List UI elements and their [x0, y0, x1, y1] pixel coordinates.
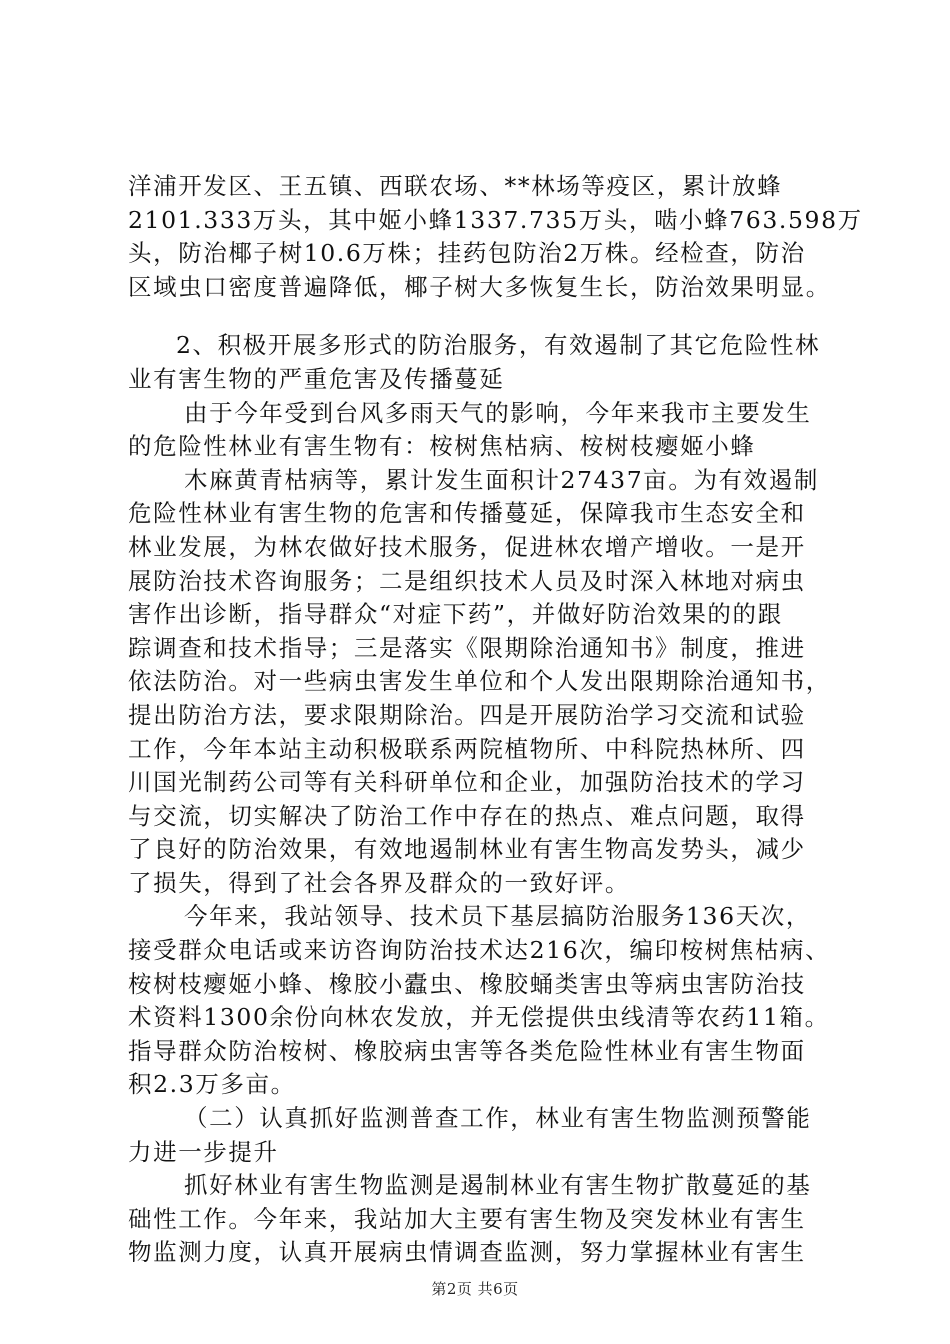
text-line: 洋浦开发区、王五镇、西联农场、**林场等疫区，累计放蜂 — [128, 172, 783, 200]
text-line: 川国光制药公司等有关科研单位和企业，加强防治技术的学习 — [128, 768, 806, 797]
text-line: 提出防治方法，要求限期除治。四是开展防治学习交流和试验 — [128, 700, 806, 729]
text-line: 害作出诊断，指导群众“对症下药”，并做好防治效果的的跟 — [128, 600, 783, 629]
text-line: 桉树枝瘿姬小蜂、橡胶小蠹虫、橡胶蛹类害虫等病虫害防治技 — [128, 969, 806, 998]
text-line: 术资料1300余份向林农发放，并无偿提供虫线清等农药11箱。 — [128, 1003, 830, 1032]
paragraph-gap — [128, 304, 848, 329]
section-heading-line: （二）认真抓好监测普查工作，林业有害生物监测预警能 — [184, 1104, 812, 1133]
text-line: 危险性林业有害生物的危害和传播蔓延，保障我市生态安全和 — [128, 499, 806, 528]
text-line: 了良好的防治效果，有效地遏制林业有害生物高发势头，减少 — [128, 835, 806, 864]
text-line: 抓好林业有害生物监测是遏制林业有害生物扩散蔓延的基 — [184, 1171, 812, 1200]
text-line: 由于今年受到台风多雨天气的影响，今年来我市主要发生 — [184, 398, 812, 427]
text-line: 积2.3万多亩。 — [128, 1070, 296, 1099]
text-line: 区域虫口密度普遍降低，椰子树大多恢复生长，防治效果明显。 — [128, 272, 831, 301]
text-line: 展防治技术咨询服务；二是组织技术人员及时深入林地对病虫 — [128, 566, 806, 595]
text-line: 与交流，切实解决了防治工作中存在的热点、难点问题，取得 — [128, 801, 806, 830]
text-line: 依法防治。对一些病虫害发生单位和个人发出限期除治通知书， — [128, 667, 831, 696]
text-line: 接受群众电话或来访咨询防治技术达216次，编印桉树焦枯病、 — [128, 936, 831, 965]
text-line: 林业发展，为林农做好技术服务，促进林农增产增收。一是开 — [128, 532, 806, 561]
section-heading-line: 力进一步提升 — [128, 1137, 279, 1166]
text-line: 木麻黄青枯病等，累计发生面积计27437亩。为有效遏制 — [184, 465, 819, 494]
text-line: 的危险性林业有害生物有：桉树焦枯病、桉树枝瘿姬小蜂 — [128, 432, 756, 461]
text-line: 今年来，我站领导、技术员下基层搞防治服务136天次， — [184, 902, 811, 931]
text-line: 物监测力度，认真开展病虫情调查监测，努力掌握林业有害生 — [128, 1238, 806, 1267]
text-line: 踪调查和技术指导；三是落实《限期除治通知书》制度，推进 — [128, 633, 806, 662]
text-line: 工作，今年本站主动积极联系两院植物所、中科院热林所、四 — [128, 734, 806, 763]
page-number: 第2页 共6页 — [431, 1280, 519, 1298]
section-heading-line: 业有害生物的严重危害及传播蔓延 — [128, 364, 505, 393]
text-line: 2101.333万头，其中姬小蜂1337.735万头，啮小蜂763.598万 — [128, 205, 863, 234]
text-line: 头，防治椰子树10.6万株；挂药包防治2万株。经检查，防治 — [128, 239, 806, 268]
document-body — [128, 170, 863, 1270]
text-line: 指导群众防治桉树、橡胶病虫害等各类危险性林业有害生物面 — [128, 1036, 806, 1065]
text-line: 础性工作。今年来，我站加大主要有害生物及突发林业有害生 — [128, 1204, 806, 1233]
text-line: 了损失，得到了社会各界及群众的一致好评。 — [128, 868, 630, 897]
section-heading-line: 2、积极开展多形式的防治服务，有效遏制了其它危险性林 — [176, 331, 821, 360]
